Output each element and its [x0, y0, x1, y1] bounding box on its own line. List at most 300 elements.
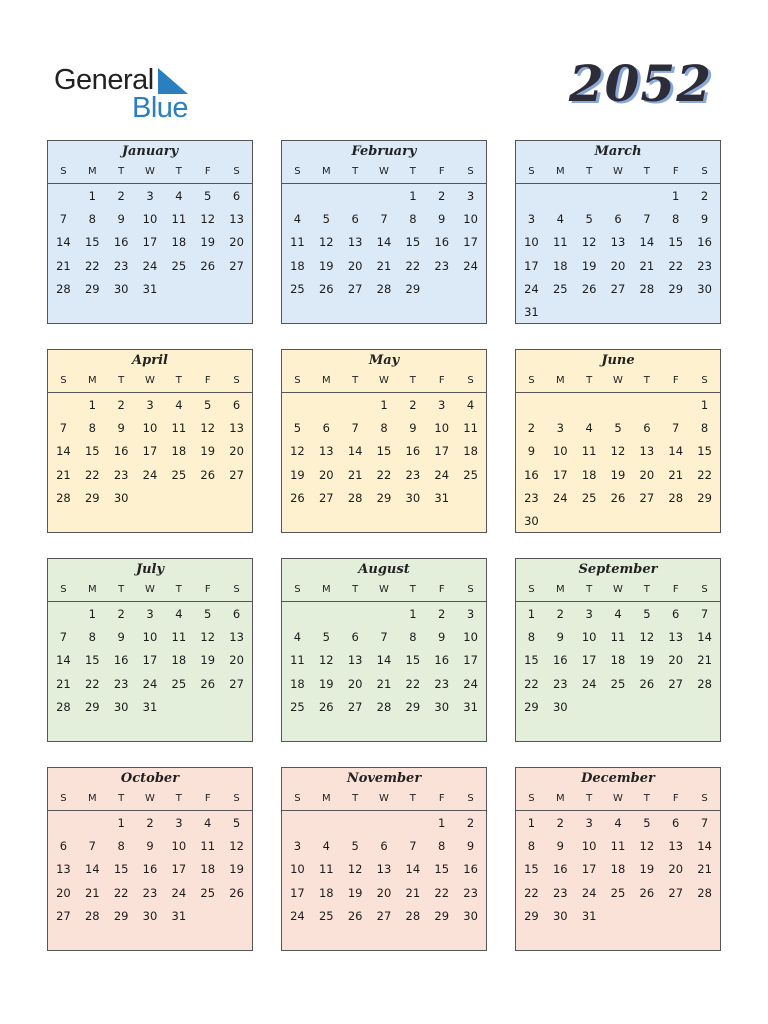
day-cell: 8 — [88, 630, 96, 645]
weekday-label: T — [352, 584, 359, 595]
logo-text-general: General — [54, 64, 154, 96]
day-cell: 16 — [113, 653, 129, 668]
day-cell: 10 — [463, 630, 478, 645]
day-cell: 6 — [351, 630, 359, 645]
day-cell: 7 — [700, 607, 709, 621]
day-cell: 16 — [434, 235, 450, 250]
empty-day — [398, 812, 427, 835]
day-cell: 3 — [146, 398, 154, 412]
weekday-label: T — [118, 793, 125, 804]
day-cell: 21 — [697, 862, 712, 877]
day-cell: 20 — [56, 885, 71, 900]
month-name: November — [346, 771, 422, 786]
day-cell: 30 — [463, 908, 478, 923]
day-cell: 20 — [229, 444, 244, 459]
day-cell: 25 — [463, 467, 478, 482]
day-cell: 2 — [117, 607, 125, 621]
day-cell: 6 — [232, 398, 241, 412]
weekday-label: F — [438, 584, 445, 595]
day-cell: 22 — [668, 258, 684, 273]
day-cell: 1 — [88, 607, 96, 621]
day-cell: 8 — [117, 839, 125, 854]
empty-day — [341, 394, 370, 417]
empty-day — [370, 603, 399, 626]
day-cell: 18 — [463, 444, 478, 459]
weekday-label: F — [204, 584, 211, 595]
day-cell: 12 — [581, 235, 597, 250]
empty-day — [575, 185, 604, 208]
weekday-label: T — [175, 166, 182, 177]
day-cell: 6 — [672, 607, 680, 621]
day-cell: 5 — [232, 816, 241, 830]
day-cell: 13 — [318, 444, 334, 459]
day-cell: 23 — [113, 258, 129, 273]
weekday-label: F — [204, 793, 211, 804]
day-cell: 25 — [581, 490, 597, 505]
days-grid — [516, 393, 720, 533]
day-cell: 4 — [175, 398, 183, 412]
day-cell: 29 — [434, 908, 450, 923]
empty-day — [341, 603, 370, 626]
day-cell: 8 — [409, 212, 417, 227]
empty-day — [312, 603, 341, 626]
day-cell: 5 — [204, 398, 212, 412]
day-cell: 1 — [672, 189, 680, 203]
day-cell: 11 — [463, 421, 478, 436]
day-cell: 18 — [581, 467, 597, 482]
month-may — [281, 349, 487, 533]
weekday-label: T — [586, 375, 593, 386]
day-cell: 14 — [56, 444, 71, 459]
weekday-label: T — [352, 375, 359, 386]
day-cell: 5 — [614, 421, 622, 436]
days-grid — [282, 602, 486, 719]
days-grid — [516, 184, 720, 324]
day-cell: 3 — [293, 839, 302, 854]
day-cell: 15 — [524, 862, 539, 877]
day-cell: 13 — [229, 630, 244, 645]
day-cell: 11 — [610, 839, 626, 854]
day-cell: 4 — [614, 816, 622, 830]
day-cell: 27 — [347, 699, 363, 714]
day-cell: 14 — [697, 839, 712, 854]
day-cell: 6 — [351, 212, 359, 227]
day-cell: 12 — [290, 444, 305, 459]
day-cell: 10 — [581, 839, 597, 854]
weekday-label: M — [87, 793, 97, 804]
weekday-label: T — [175, 584, 182, 595]
day-cell: 29 — [668, 281, 684, 296]
day-cell: 30 — [524, 513, 539, 528]
day-cell: 6 — [59, 839, 68, 854]
day-cell: 3 — [438, 398, 446, 412]
weekday-label: S — [294, 166, 301, 177]
day-cell: 14 — [56, 653, 71, 668]
day-cell: 17 — [142, 444, 158, 459]
day-cell: 23 — [463, 885, 478, 900]
weekday-label: S — [294, 584, 301, 595]
weekday-header — [282, 371, 486, 393]
day-cell: 6 — [643, 421, 651, 436]
day-cell: 29 — [376, 490, 392, 505]
day-cell: 17 — [524, 258, 539, 273]
weekday-label: S — [701, 375, 708, 386]
weekday-label: T — [643, 375, 650, 386]
day-cell: 7 — [409, 839, 417, 854]
day-cell: 10 — [434, 421, 450, 436]
weekday-header — [516, 162, 720, 184]
day-cell: 15 — [405, 235, 421, 250]
day-cell: 21 — [56, 258, 71, 273]
weekday-header — [48, 580, 252, 602]
weekday-label: T — [643, 166, 650, 177]
day-cell: 16 — [552, 653, 568, 668]
day-cell: 12 — [318, 653, 334, 668]
day-cell: 16 — [463, 862, 478, 877]
day-cell: 31 — [142, 281, 158, 296]
day-cell: 16 — [113, 235, 129, 250]
day-cell: 15 — [84, 653, 100, 668]
day-cell: 22 — [113, 885, 129, 900]
day-cell: 8 — [700, 421, 709, 436]
day-cell: 2 — [466, 816, 475, 830]
day-cell: 10 — [142, 630, 158, 645]
day-cell: 11 — [171, 421, 187, 436]
day-cell: 3 — [146, 607, 154, 621]
empty-day — [604, 394, 633, 417]
day-cell: 30 — [113, 281, 129, 296]
day-cell: 13 — [610, 235, 626, 250]
year-title: 2052 — [568, 54, 712, 113]
day-cell: 9 — [700, 212, 709, 227]
day-cell: 24 — [581, 885, 597, 900]
day-cell: 4 — [293, 630, 302, 645]
weekday-label: W — [379, 584, 389, 595]
day-cell: 20 — [376, 885, 392, 900]
weekday-label: F — [438, 166, 445, 177]
weekday-label: T — [586, 793, 593, 804]
day-cell: 10 — [142, 212, 158, 227]
day-cell: 29 — [84, 699, 100, 714]
day-cell: 7 — [59, 212, 68, 227]
weekday-label: M — [87, 166, 97, 177]
day-cell: 21 — [376, 676, 392, 691]
month-name: January — [121, 144, 179, 159]
weekday-label: M — [555, 584, 565, 595]
day-cell: 3 — [585, 816, 593, 830]
empty-day — [517, 394, 546, 417]
weekday-label: W — [613, 166, 623, 177]
day-cell: 18 — [610, 653, 626, 668]
weekday-label: W — [613, 793, 623, 804]
day-cell: 25 — [171, 258, 187, 273]
day-cell: 5 — [322, 630, 330, 645]
weekday-label: S — [233, 793, 240, 804]
day-cell: 26 — [581, 281, 597, 296]
day-cell: 28 — [376, 699, 392, 714]
day-cell: 29 — [524, 908, 539, 923]
day-cell: 10 — [171, 839, 187, 854]
weekday-label: M — [555, 793, 565, 804]
day-cell: 3 — [556, 421, 564, 436]
weekday-label: W — [613, 584, 623, 595]
day-cell: 25 — [290, 699, 305, 714]
day-cell: 25 — [290, 281, 305, 296]
day-cell: 1 — [438, 816, 446, 830]
day-cell: 5 — [585, 212, 593, 227]
day-cell: 22 — [84, 676, 100, 691]
day-cell: 14 — [668, 444, 684, 459]
day-cell: 13 — [376, 862, 392, 877]
day-cell: 12 — [639, 839, 655, 854]
day-cell: 24 — [142, 467, 158, 482]
day-cell: 27 — [229, 258, 244, 273]
day-cell: 24 — [171, 885, 187, 900]
month-name: December — [581, 771, 655, 786]
day-cell: 7 — [672, 421, 680, 436]
weekday-label: W — [379, 375, 389, 386]
empty-day — [370, 812, 399, 835]
empty-day — [283, 394, 312, 417]
day-cell: 30 — [405, 490, 421, 505]
day-cell: 16 — [552, 862, 568, 877]
day-cell: 31 — [581, 908, 597, 923]
day-cell: 2 — [146, 816, 154, 830]
days-grid — [516, 811, 720, 928]
day-cell: 21 — [84, 885, 100, 900]
day-cell: 10 — [290, 862, 305, 877]
days-grid — [48, 602, 252, 719]
day-cell: 4 — [204, 816, 212, 830]
day-cell: 22 — [376, 467, 392, 482]
day-cell: 4 — [175, 607, 183, 621]
day-cell: 30 — [113, 699, 129, 714]
day-cell: 25 — [171, 676, 187, 691]
day-cell: 19 — [347, 885, 363, 900]
weekday-label: W — [145, 584, 155, 595]
weekday-label: W — [145, 793, 155, 804]
weekday-label: W — [379, 166, 389, 177]
day-cell: 8 — [527, 630, 536, 645]
day-cell: 5 — [322, 212, 330, 227]
day-cell: 17 — [463, 235, 478, 250]
day-cell: 22 — [405, 676, 421, 691]
weekday-label: T — [175, 375, 182, 386]
month-name: February — [351, 144, 417, 159]
day-cell: 3 — [146, 189, 154, 203]
weekday-header — [516, 789, 720, 811]
day-cell: 7 — [59, 421, 68, 436]
day-cell: 18 — [290, 676, 305, 691]
day-cell: 28 — [405, 908, 421, 923]
weekday-label: M — [321, 375, 331, 386]
day-cell: 19 — [229, 862, 244, 877]
weekday-label: S — [528, 793, 535, 804]
day-cell: 4 — [322, 839, 330, 854]
day-cell: 12 — [639, 630, 655, 645]
days-grid — [48, 811, 252, 928]
day-cell: 8 — [380, 421, 388, 436]
day-cell: 18 — [610, 862, 626, 877]
day-cell: 16 — [524, 467, 539, 482]
day-cell: 19 — [581, 258, 597, 273]
weekday-label: M — [555, 375, 565, 386]
day-cell: 6 — [672, 816, 680, 830]
empty-day — [312, 812, 341, 835]
weekday-label: S — [233, 584, 240, 595]
weekday-header — [516, 371, 720, 393]
day-cell: 13 — [56, 862, 71, 877]
day-cell: 19 — [610, 467, 626, 482]
weekday-label: S — [701, 793, 708, 804]
day-cell: 30 — [142, 908, 158, 923]
day-cell: 30 — [697, 281, 712, 296]
weekday-label: T — [352, 793, 359, 804]
day-cell: 8 — [409, 630, 417, 645]
day-cell: 22 — [84, 258, 100, 273]
weekday-label: T — [409, 584, 416, 595]
weekday-header — [48, 371, 252, 393]
day-cell: 30 — [552, 699, 568, 714]
day-cell: 19 — [318, 258, 334, 273]
month-november — [281, 767, 487, 951]
day-cell: 28 — [56, 490, 71, 505]
day-cell: 25 — [552, 281, 568, 296]
day-cell: 6 — [322, 421, 330, 436]
day-cell: 17 — [290, 885, 305, 900]
day-cell: 5 — [204, 607, 212, 621]
month-february — [281, 140, 487, 324]
day-cell: 20 — [668, 862, 684, 877]
weekday-label: M — [321, 584, 331, 595]
month-july — [47, 558, 253, 742]
empty-day — [49, 812, 78, 835]
day-cell: 27 — [229, 676, 244, 691]
day-cell: 3 — [466, 189, 475, 203]
day-cell: 26 — [347, 908, 363, 923]
day-cell: 11 — [171, 212, 187, 227]
day-cell: 19 — [200, 235, 216, 250]
month-name: October — [120, 771, 180, 786]
day-cell: 17 — [142, 653, 158, 668]
empty-day — [370, 185, 399, 208]
day-cell: 25 — [610, 676, 626, 691]
weekday-label: F — [204, 375, 211, 386]
weekday-label: F — [672, 793, 679, 804]
day-cell: 27 — [56, 908, 71, 923]
empty-day — [49, 185, 78, 208]
day-cell: 28 — [697, 885, 712, 900]
day-cell: 23 — [697, 258, 712, 273]
day-cell: 30 — [552, 908, 568, 923]
day-cell: 19 — [639, 653, 655, 668]
day-cell: 11 — [318, 862, 334, 877]
day-cell: 3 — [175, 816, 183, 830]
day-cell: 31 — [524, 304, 539, 319]
day-cell: 26 — [318, 281, 334, 296]
day-cell: 26 — [200, 676, 216, 691]
day-cell: 13 — [639, 444, 655, 459]
empty-day — [604, 185, 633, 208]
day-cell: 2 — [117, 398, 125, 412]
day-cell: 26 — [290, 490, 305, 505]
day-cell: 18 — [290, 258, 305, 273]
day-cell: 29 — [113, 908, 129, 923]
day-cell: 17 — [581, 653, 597, 668]
day-cell: 2 — [438, 607, 446, 621]
weekday-label: W — [145, 166, 155, 177]
empty-day — [341, 812, 370, 835]
day-cell: 24 — [434, 467, 450, 482]
empty-day — [517, 185, 546, 208]
empty-day — [283, 185, 312, 208]
weekday-header — [48, 789, 252, 811]
day-cell: 4 — [175, 189, 183, 203]
day-cell: 23 — [524, 490, 539, 505]
day-cell: 6 — [232, 607, 241, 621]
day-cell: 20 — [347, 258, 363, 273]
day-cell: 2 — [556, 816, 564, 830]
day-cell: 13 — [668, 839, 684, 854]
day-cell: 9 — [117, 212, 125, 227]
day-cell: 22 — [84, 467, 100, 482]
weekday-label: S — [60, 793, 67, 804]
day-cell: 16 — [405, 444, 421, 459]
day-cell: 8 — [438, 839, 446, 854]
weekday-label: F — [204, 166, 211, 177]
day-cell: 2 — [700, 189, 709, 203]
month-name: July — [135, 562, 165, 577]
weekday-header — [48, 162, 252, 184]
empty-day — [312, 394, 341, 417]
weekday-header — [282, 162, 486, 184]
day-cell: 9 — [466, 839, 475, 854]
day-cell: 17 — [581, 862, 597, 877]
day-cell: 14 — [697, 630, 712, 645]
month-october — [47, 767, 253, 951]
day-cell: 11 — [552, 235, 568, 250]
day-cell: 20 — [229, 235, 244, 250]
day-cell: 7 — [643, 212, 651, 227]
weekday-label: T — [643, 584, 650, 595]
day-cell: 14 — [56, 235, 71, 250]
day-cell: 26 — [610, 490, 626, 505]
day-cell: 1 — [88, 189, 96, 203]
day-cell: 18 — [200, 862, 216, 877]
day-cell: 22 — [524, 885, 539, 900]
day-cell: 20 — [318, 467, 334, 482]
day-cell: 27 — [610, 281, 626, 296]
days-grid — [282, 811, 486, 928]
empty-day — [575, 394, 604, 417]
day-cell: 16 — [434, 653, 450, 668]
weekday-label: S — [467, 375, 474, 386]
month-name: June — [601, 353, 635, 368]
empty-day — [283, 812, 312, 835]
weekday-label: T — [586, 584, 593, 595]
day-cell: 23 — [405, 467, 421, 482]
weekday-label: S — [528, 584, 535, 595]
day-cell: 14 — [347, 444, 363, 459]
day-cell: 30 — [113, 490, 129, 505]
weekday-label: S — [701, 584, 708, 595]
day-cell: 24 — [463, 258, 478, 273]
day-cell: 21 — [56, 676, 71, 691]
day-cell: 20 — [668, 653, 684, 668]
day-cell: 23 — [142, 885, 158, 900]
day-cell: 11 — [290, 653, 305, 668]
day-cell: 29 — [84, 490, 100, 505]
